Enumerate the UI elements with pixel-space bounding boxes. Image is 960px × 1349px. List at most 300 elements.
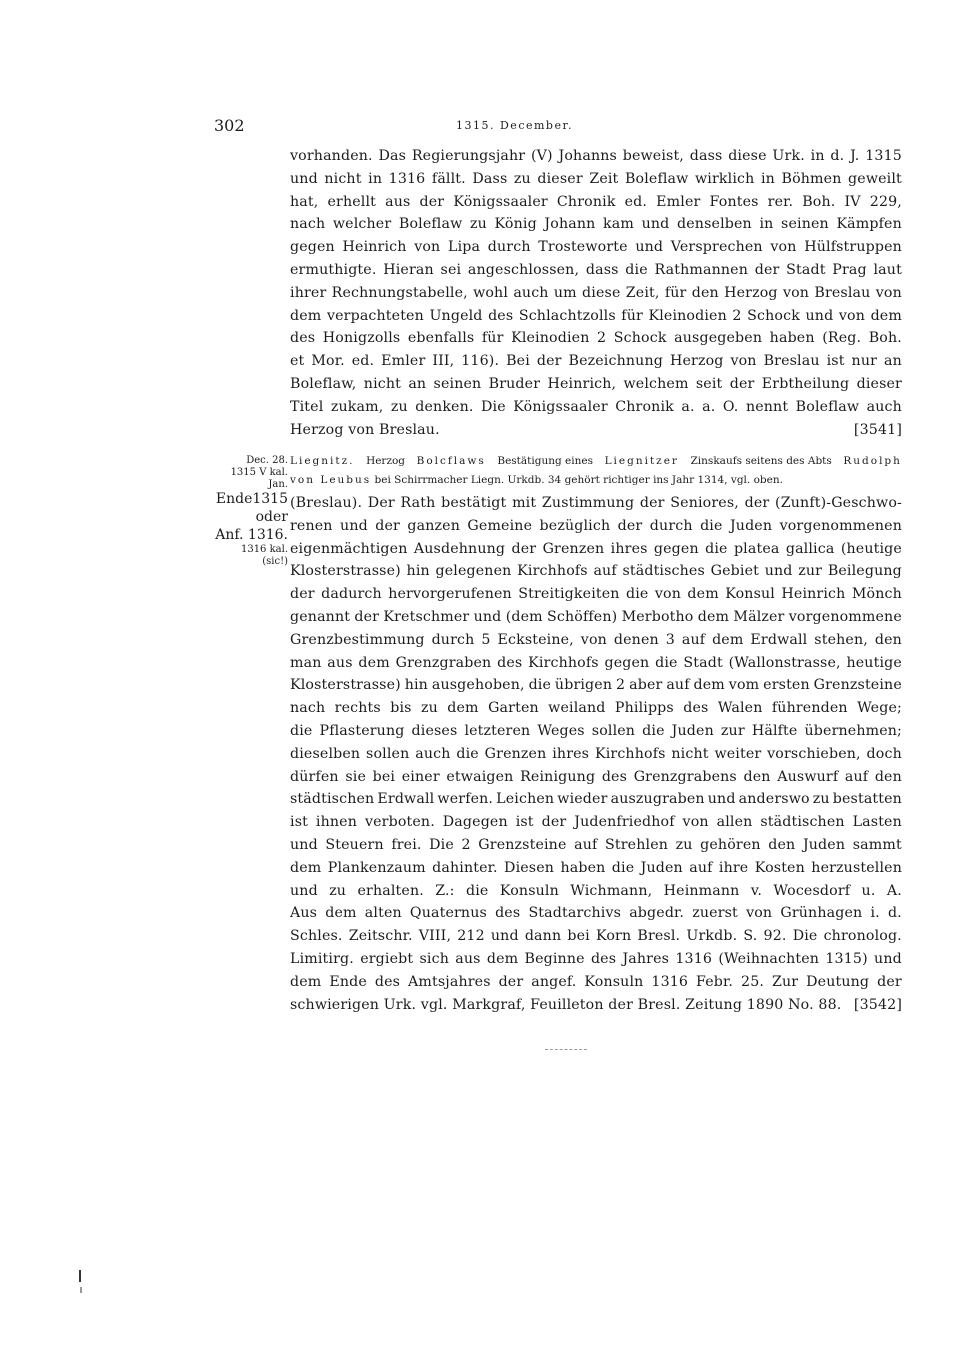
- word: übernehmen;: [804, 722, 902, 739]
- word: auch: [415, 745, 451, 762]
- word: auch: [513, 284, 549, 301]
- word: Limitirg.: [290, 950, 354, 967]
- word: städtischen: [290, 791, 375, 808]
- word: zur: [798, 563, 823, 580]
- word: Reinigung: [520, 768, 596, 785]
- word: Die: [481, 398, 506, 415]
- regest-3542: [290, 452, 902, 490]
- text-line: [290, 282, 902, 305]
- word: doch: [866, 745, 902, 762]
- word: die: [466, 882, 489, 899]
- word: Hälfte: [751, 722, 798, 739]
- text-line: [290, 515, 902, 538]
- text-line: [290, 925, 902, 948]
- word: 1315: [865, 148, 902, 164]
- word: hervorgerufenen: [388, 586, 512, 603]
- word: alten: [364, 905, 402, 922]
- word: a.: [702, 398, 716, 415]
- word: des: [601, 768, 628, 785]
- word: Grünhagen: [780, 905, 863, 922]
- word: Weges: [537, 722, 585, 739]
- word: dem: [486, 950, 519, 967]
- word: dem: [447, 700, 479, 717]
- word: dem: [290, 859, 322, 876]
- regest-place: Liegnitz.: [290, 455, 355, 467]
- word: dem: [325, 905, 357, 922]
- word: ist: [515, 814, 534, 831]
- word: Ecksteine,: [497, 631, 574, 648]
- word: Zeit: [589, 170, 619, 187]
- word: ebenfalls: [407, 330, 475, 347]
- word: den: [691, 284, 719, 301]
- word: Juden: [729, 517, 773, 534]
- word: Seniores,: [670, 495, 739, 511]
- word: Ungeld: [429, 307, 483, 324]
- word: Jahres: [622, 950, 670, 967]
- word: Deutung: [806, 973, 870, 990]
- word: Grenzsteine: [478, 836, 567, 853]
- word: Konsuln: [499, 882, 559, 899]
- word: a.: [681, 398, 695, 415]
- word: Dass: [472, 170, 508, 187]
- text-line: [290, 766, 902, 789]
- word: den: [874, 768, 902, 785]
- word: dadurch: [321, 586, 382, 603]
- word: bei: [567, 928, 590, 945]
- word: zu: [675, 836, 693, 853]
- word: Johanns: [558, 148, 617, 164]
- text-line: [290, 880, 902, 903]
- word: bis: [390, 700, 412, 717]
- word: gegen: [604, 654, 650, 671]
- word: ihnen: [315, 814, 358, 831]
- word: ihres: [610, 540, 648, 557]
- word: seit: [695, 375, 723, 392]
- word: verboten.: [364, 814, 435, 831]
- word: des: [495, 905, 521, 922]
- word: auf: [689, 859, 713, 876]
- word: 229,: [869, 193, 902, 210]
- word: von: [782, 284, 810, 301]
- word: Herzog: [724, 284, 778, 301]
- word: des: [374, 973, 401, 990]
- word: durch: [431, 631, 475, 648]
- word: ausgehoben,: [431, 677, 525, 694]
- word: fällt.: [431, 170, 466, 187]
- word: Judenfriedhof: [574, 814, 675, 831]
- word: der: [498, 973, 524, 990]
- word: haben: [769, 330, 815, 347]
- word: Johann: [544, 216, 596, 233]
- word: hin: [406, 563, 430, 580]
- text-line: [290, 629, 902, 652]
- word: sollen: [366, 745, 410, 762]
- word: Plankenzaum: [327, 859, 426, 876]
- word: Lipa: [448, 239, 481, 256]
- word: eigenmächtigen: [290, 540, 408, 557]
- regest-part: Liegnitzer: [604, 455, 679, 467]
- word: und: [490, 928, 519, 945]
- word: aus: [327, 654, 353, 671]
- word: des: [590, 950, 617, 967]
- word: hin: [404, 677, 428, 694]
- word: Mönch: [851, 586, 902, 603]
- word: Schöffen): [547, 608, 618, 625]
- word: Boleflaw,: [290, 375, 357, 392]
- word: angeschlossen,: [467, 261, 580, 278]
- word: vom: [728, 677, 760, 694]
- word: Streitigkeiten: [518, 586, 620, 603]
- word: Lasten: [852, 814, 902, 831]
- word: Merbotho: [621, 608, 694, 625]
- word: (Wallonstrasse,: [728, 654, 841, 671]
- word: Stadt: [683, 654, 723, 671]
- word: (Reg.: [822, 330, 862, 347]
- word: seinen: [781, 216, 829, 233]
- word: der: [877, 973, 902, 990]
- word: Hülfstruppen: [804, 239, 902, 256]
- word: Schock: [747, 307, 800, 324]
- word: nicht: [671, 745, 709, 762]
- word: v.: [750, 882, 762, 899]
- text-line: [290, 788, 902, 811]
- word: 2: [616, 677, 626, 694]
- word: der: [541, 814, 567, 831]
- word: 212: [457, 928, 485, 945]
- word: die: [700, 517, 723, 534]
- word: verpachteten: [326, 307, 424, 324]
- word: i.: [870, 905, 880, 922]
- word: den: [743, 768, 771, 785]
- continuation-text: [290, 145, 902, 441]
- word: mit: [512, 495, 537, 511]
- text-line: [290, 327, 902, 350]
- word: Emler: [381, 353, 426, 370]
- word: Die: [792, 928, 818, 945]
- word: weiland: [548, 700, 606, 717]
- word: Schles.: [290, 928, 343, 945]
- word: dürfen: [290, 768, 339, 785]
- word: wieder: [557, 791, 608, 808]
- word: O.: [722, 398, 739, 415]
- word: und: [473, 608, 502, 625]
- word: Bruder: [488, 375, 541, 392]
- word: Amtsjahres: [408, 973, 491, 990]
- word: Stadt: [786, 261, 826, 278]
- word: in: [810, 148, 825, 164]
- word: Wichmann,: [570, 882, 653, 899]
- word: wohl: [473, 284, 509, 301]
- word: Wocesdorf: [773, 882, 851, 899]
- word: und: [290, 836, 318, 853]
- margin-line: 1316 kal.: [240, 544, 288, 555]
- word: städtisches: [622, 563, 705, 580]
- word: man: [290, 654, 322, 671]
- text-line: [290, 492, 902, 515]
- word: den: [768, 836, 796, 853]
- margin-date-3542: [231, 455, 288, 491]
- word: dann: [524, 928, 562, 945]
- text-line: [290, 305, 902, 328]
- text-line: [290, 674, 902, 697]
- word: 1316: [651, 973, 689, 990]
- word: und: [290, 170, 318, 187]
- word: Grenzen: [484, 745, 547, 762]
- margin-line: oder: [255, 509, 288, 525]
- word: Grenzgrabens: [633, 768, 737, 785]
- word: bestatten: [832, 791, 902, 808]
- word: u.: [861, 882, 876, 899]
- word: nicht: [324, 170, 362, 187]
- word: 92.: [763, 928, 787, 945]
- word: gegen: [290, 239, 335, 256]
- word: Ende: [329, 973, 367, 990]
- word: dem: [687, 586, 719, 603]
- word: die: [456, 745, 479, 762]
- word: Der: [367, 495, 395, 511]
- text-line: [290, 948, 902, 971]
- text-line: [290, 902, 902, 925]
- regest-part: Zinskaufs seitens des Abts: [690, 455, 832, 467]
- word: zu: [420, 700, 438, 717]
- word: Urkdb.: [686, 928, 738, 945]
- word: zukam,: [330, 398, 384, 415]
- word: den: [874, 631, 902, 648]
- regest-line: [290, 452, 902, 471]
- word: gelegenen: [435, 563, 512, 580]
- word: ganzen: [407, 517, 460, 534]
- word: (heutige: [840, 540, 902, 557]
- word: ist: [826, 353, 845, 370]
- word: vorgenommenen: [779, 517, 902, 534]
- word: der: [511, 540, 537, 557]
- word: Juden: [802, 836, 846, 853]
- word: dem: [712, 631, 744, 648]
- word: sammt: [852, 836, 902, 853]
- word: 1315): [825, 950, 868, 967]
- word: von: [682, 814, 709, 831]
- word: diese: [728, 148, 767, 164]
- word: Z.:: [435, 882, 455, 899]
- word: und: [707, 791, 736, 808]
- word: ihrer: [290, 284, 327, 301]
- word: dem: [697, 608, 730, 625]
- word: diese: [582, 284, 621, 301]
- word: Heinmann: [663, 882, 740, 899]
- word: der: [536, 353, 562, 370]
- word: Heinrich: [342, 239, 407, 256]
- word: Trosteworte: [538, 239, 628, 256]
- word: auch: [866, 398, 902, 415]
- word: denken.: [415, 398, 474, 415]
- text-line: [290, 857, 902, 880]
- word: führenden: [771, 700, 848, 717]
- word: von: [580, 631, 607, 648]
- word: dieselben: [290, 745, 361, 762]
- regest-part: Bolcflaws: [416, 455, 486, 467]
- word: für: [621, 307, 643, 324]
- word: Walen: [717, 700, 763, 717]
- word: der: [744, 495, 770, 511]
- word: ihre: [718, 859, 749, 876]
- word: Dagegen: [442, 814, 508, 831]
- word: von: [746, 905, 773, 922]
- word: der: [617, 517, 643, 534]
- word: Chronik: [615, 398, 674, 415]
- text-line: [290, 811, 902, 834]
- word: Korn: [595, 928, 632, 945]
- word: und: [764, 563, 793, 580]
- word: zu: [812, 791, 830, 808]
- word: ed.: [624, 193, 648, 210]
- word: Kretschmer: [383, 608, 470, 625]
- word: Fontes: [709, 193, 759, 210]
- word: der: [375, 517, 400, 534]
- word: die: [625, 261, 648, 278]
- word: (V): [530, 148, 553, 164]
- word: denselben: [677, 216, 752, 233]
- word: d.: [887, 905, 902, 922]
- word: Regierungsjahr: [411, 148, 526, 164]
- word: Boh.: [868, 330, 902, 347]
- word: auf: [681, 631, 706, 648]
- word: heutige: [846, 654, 902, 671]
- word: Chronik: [556, 193, 616, 210]
- word: erhalten.: [357, 882, 424, 899]
- word: Kämpfen: [836, 216, 902, 233]
- word: dem: [290, 307, 322, 324]
- text-line: [290, 259, 902, 282]
- word: 2: [732, 307, 742, 324]
- word: der: [290, 586, 315, 603]
- text-line-content: schwierigen Urk. vgl. Markgraf, Feuilleton der Bresl. Zeitung 1890 No. 88.: [290, 996, 842, 1013]
- word: Erdwall: [377, 791, 435, 808]
- word: Urk.: [772, 148, 805, 164]
- word: Steuern: [325, 836, 384, 853]
- word: städtischen: [760, 814, 845, 831]
- word: in: [759, 216, 774, 233]
- word: bestätigt: [441, 495, 507, 511]
- word: die: [642, 722, 665, 739]
- word: rer.: [767, 193, 794, 210]
- word: ist: [290, 814, 308, 831]
- word: der: [419, 193, 445, 210]
- word: Heinrich: [781, 586, 846, 603]
- scan-mark: [80, 1287, 82, 1293]
- word: gallica: [785, 540, 835, 557]
- word: von: [654, 586, 682, 603]
- word: an: [884, 353, 902, 370]
- word: dem: [358, 654, 390, 671]
- word: angef.: [531, 973, 577, 990]
- regest-part: Herzog: [366, 455, 406, 467]
- word: und: [874, 950, 902, 967]
- word: 2: [597, 330, 607, 347]
- end-divider: [545, 1049, 587, 1050]
- word: der: [729, 375, 755, 392]
- word: Diesen: [504, 859, 555, 876]
- word: Quaternus: [409, 905, 487, 922]
- word: bezüglich: [539, 517, 611, 534]
- word: für: [481, 330, 504, 347]
- word: Heinrich,: [547, 375, 617, 392]
- word: renen: [290, 517, 333, 534]
- word: Herzog: [669, 353, 724, 370]
- word: aus: [455, 950, 481, 967]
- word: von: [838, 307, 866, 324]
- word: III,: [432, 353, 455, 370]
- regest-place: von Leubus: [290, 474, 372, 486]
- word: kam: [603, 216, 634, 233]
- text-line: [290, 606, 902, 629]
- word: Schlachtzolls: [518, 307, 616, 324]
- word: Versprechen: [670, 239, 763, 256]
- word: A.: [886, 882, 902, 899]
- word: für: [664, 284, 687, 301]
- word: nennt: [745, 398, 789, 415]
- margin-date: Dec. 28.: [246, 455, 288, 466]
- word: Breslau: [814, 284, 871, 301]
- word: Konsul: [725, 586, 775, 603]
- text-line: [290, 396, 902, 419]
- word: Breslau: [763, 353, 820, 370]
- word: Bezeichnung: [568, 353, 663, 370]
- word: der: [639, 495, 665, 511]
- text-line: [290, 834, 902, 857]
- text-line: [290, 145, 902, 168]
- word: Auswurf: [777, 768, 839, 785]
- word: 3: [665, 631, 675, 648]
- word: und: [635, 239, 664, 256]
- text-line: [290, 560, 902, 583]
- word: 116).: [461, 353, 500, 370]
- word: wirklich: [695, 170, 755, 187]
- word: Emler: [656, 193, 701, 210]
- word: Mälzer: [733, 608, 785, 625]
- word: zu: [329, 882, 347, 899]
- word: Ausdehnung: [413, 540, 506, 557]
- word: ermuthigte.: [290, 261, 377, 278]
- text-line: [290, 213, 902, 236]
- word: beweist,: [622, 148, 684, 164]
- word: dieser: [537, 170, 583, 187]
- word: erhellt: [327, 193, 377, 210]
- word: Rechnungstabelle,: [331, 284, 468, 301]
- text-line: [290, 236, 902, 259]
- entry-number: [3542]: [853, 996, 902, 1013]
- word: anderswo: [738, 791, 810, 808]
- word: die: [655, 654, 678, 671]
- word: von: [414, 239, 441, 256]
- word: Rath: [400, 495, 436, 511]
- word: abgedr.: [629, 905, 685, 922]
- text-line: [290, 720, 902, 743]
- word: sich: [419, 950, 449, 967]
- word: Gemeine: [467, 517, 533, 534]
- word: herzustellen: [811, 859, 902, 876]
- word: von: [730, 353, 757, 370]
- word: dem: [693, 677, 725, 694]
- word: auf: [574, 836, 598, 853]
- word: rechts: [334, 700, 381, 717]
- word: auszugraben: [610, 791, 705, 808]
- word: S.: [743, 928, 758, 945]
- word: Philipps: [614, 700, 674, 717]
- word: (dem: [505, 608, 543, 625]
- text-line: [290, 697, 902, 720]
- word: Klosterstrasse): [290, 677, 401, 694]
- word: zu: [390, 398, 408, 415]
